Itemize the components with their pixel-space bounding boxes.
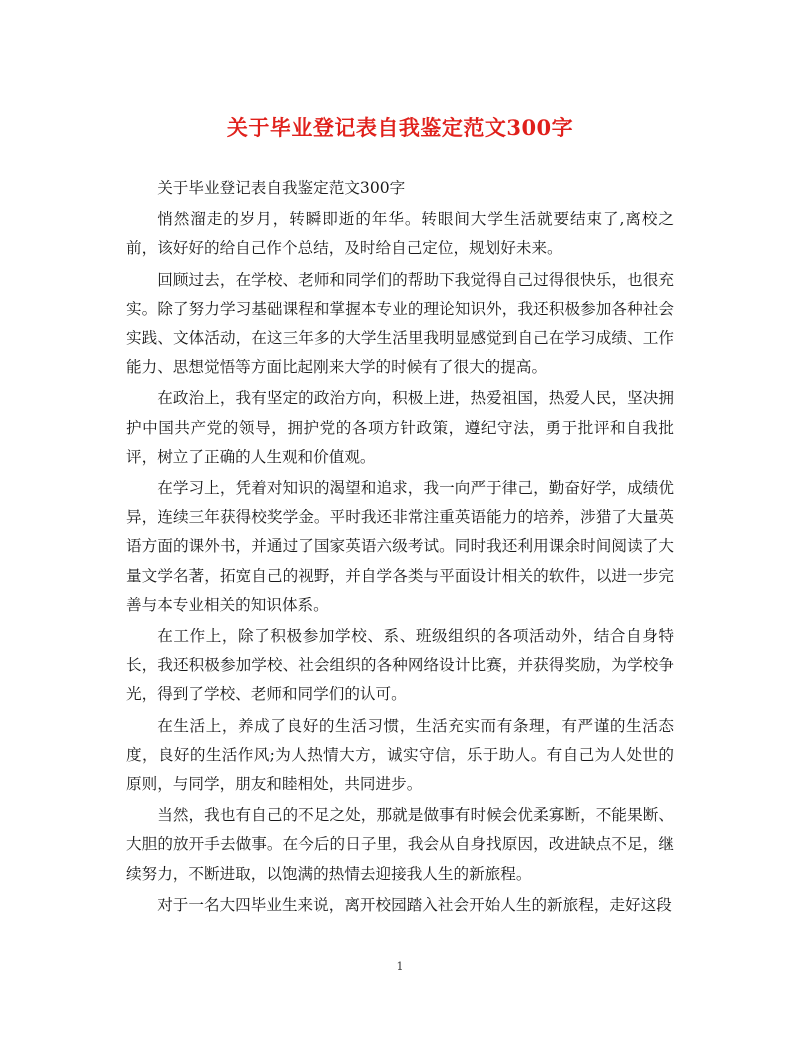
paragraph-politics: 在政治上，我有坚定的政治方向，积极上进，热爱祖国，热爱人民，坚决拥护中国共产党的领导，拥护党的各项方针政策，遵纪守法，勇于批评和自我批评，树立了正确的人生观和价值观。 xyxy=(126,389,674,466)
document-body xyxy=(126,174,674,922)
paragraph-study: 在学习上，凭着对知识的渴望和追求，我一向严于律己，勤奋好学，成绩优异，连续三年获得校奖学金。平时我还非常注重英语能力的培养，涉猎了大量英语方面的课外书，并通过了国家英语六级考试。同时我还利用课余时间阅读了大量文学名著，拓宽自己的视野，并自学各类与平面设计相关的软件，以进一步完善与本专业相关的知识体系。 xyxy=(126,479,674,614)
paragraph-closing: 对于一名大四毕业生来说，离开校园踏入社会开始人生的新旅程，走好这段 xyxy=(157,895,672,914)
paragraph-review: 回顾过去，在学校、老师和同学们的帮助下我觉得自己过得很快乐，也很充实。除了努力学习基础课程和掌握本专业的理论知识外，我还积极参加各种社会实践、文体活动，在这三年多的大学生活里我明显感觉到自己在学习成绩、工作能力、思想觉悟等方面比起刚来大学的时候有了很大的提高。 xyxy=(126,270,674,377)
paragraph-subtitle: 关于毕业登记表自我鉴定范文300字 xyxy=(157,179,406,197)
document-title: 关于毕业登记表自我鉴定范文300字 xyxy=(226,115,574,140)
paragraph-work: 在工作上，除了积极参加学校、系、班级组织的各项活动外，结合自身特长，我还积极参加学校、社会组织的各种网络设计比赛，并获得奖励，为学校争光，得到了学校、老师和同学们的认可。 xyxy=(126,627,674,704)
paragraph-life: 在生活上，养成了良好的生活习惯，生活充实而有条理，有严谨的生活态度，良好的生活作风;为人热情大方，诚实守信，乐于助人。有自己为人处世的原则，与同学，朋友和睦相处，共同进步。 xyxy=(126,716,674,794)
page-number: 1 xyxy=(396,960,404,973)
paragraph-shortcomings: 当然，我也有自己的不足之处，那就是做事有时候会优柔寡断，不能果断、大胆的放开手去做事。在今后的日子里，我会从自身找原因，改进缺点不足，继续努力，不断进取，以饱满的热情去迎接我人生的新旅程。 xyxy=(126,806,674,883)
paragraph-intro: 悄然溜走的岁月，转瞬即逝的年华。转眼间大学生活就要结束了,离校之前，该好好的给自己作个总结，及时给自己定位，规划好未来。 xyxy=(126,210,674,258)
